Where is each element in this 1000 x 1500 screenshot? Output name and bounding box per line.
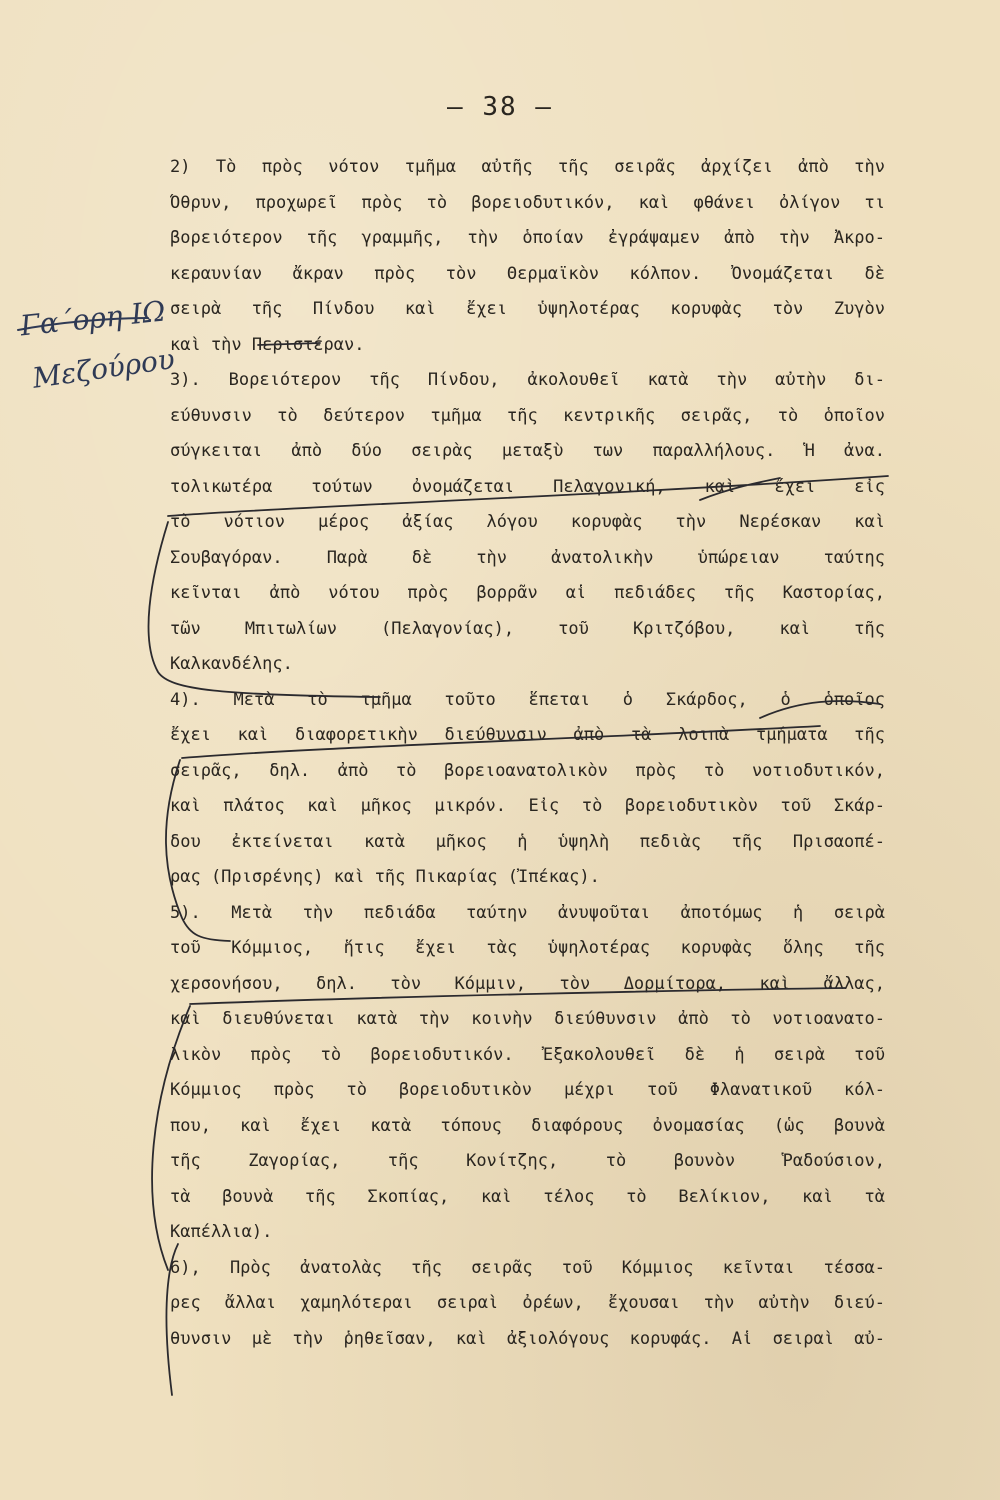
text-line: τολικωτέρα τούτων ὀνομάζεται Πελαγονική, καὶ ἔχει εἰς bbox=[170, 476, 885, 497]
text-line: καὶ διευθύνεται κατὰ τὴν κοινὴν διεύθυνσιν ἀπὸ τὸ νοτιοανατο- bbox=[170, 1009, 885, 1029]
text-line: ρας (Πρισρένης) καὶ τῆς Πικαρίας (Ἰπέκας). bbox=[170, 867, 600, 887]
text-line: 5). Μετὰ τὴν πεδιάδα ταύτην ἀνυψοῦται ἀποτόμως ἡ σειρὰ bbox=[170, 902, 885, 923]
text-line: Κόμμιος πρὸς τὸ βορειοδυτικὸν μέχρι τοῦ Φλανατικοῦ κόλ- bbox=[170, 1080, 885, 1100]
text-line: θυνσιν μὲ τὴν ῥηθεῖσαν, καὶ ἀξιολόγους κορυφάς. Αἱ σειραὶ αὐ- bbox=[170, 1328, 885, 1349]
text-line: Καπέλλια). bbox=[170, 1222, 273, 1242]
text-line: σύγκειται ἀπὸ δύο σειρὰς μεταξὺ των παραλλήλους. Ἡ ἀνα. bbox=[170, 441, 885, 461]
text-line: λικὸν πρὸς τὸ βορειοδυτικόν. Ἐξακολουθεῖ δὲ ἡ σειρὰ τοῦ bbox=[170, 1044, 885, 1065]
text-line: ἔχει καὶ διαφορετικὴν διεύθυνσιν ἀπὸ τὰ λοιπὰ τμήματα τῆς bbox=[170, 725, 885, 745]
text-line: τοῦ Κόμμιος, ἥτις ἔχει τὰς ὑψηλοτέρας κορυφὰς ὅλης τῆς bbox=[170, 938, 885, 958]
text-line: σειρᾶς, δηλ. ἀπὸ τὸ βορειοανατολικὸν πρὸς τὸ νοτιοδυτικόν, bbox=[170, 760, 885, 781]
text-line: βορειότερον τῆς γραμμῆς, τὴν ὁποίαν ἐγράψαμεν ἀπὸ τὴν Ἀκρο- bbox=[170, 228, 885, 248]
text-line: 3). Βορειότερον τῆς Πίνδου, ἀκολουθεῖ κατὰ τὴν αὐτὴν δι- bbox=[170, 370, 885, 390]
text-line: καὶ πλάτος καὶ μῆκος μικρόν. Εἰς τὸ βορειοδυτικὸν τοῦ Σκάρ- bbox=[170, 796, 885, 816]
text-line: τὰ βουνὰ τῆς Σκοπίας, καὶ τέλος τὸ Βελίκιον, καὶ τὰ bbox=[170, 1186, 885, 1207]
text-line: εύθυνσιν τὸ δεύτερον τμῆμα τῆς κεντρικῆς σειρᾶς, τὸ ὁποῖον bbox=[170, 405, 885, 426]
text-line: κεραυνίαν ἄκραν πρὸς τὸν Θερμαϊκὸν κόλπον. Ὀνομάζεται δὲ bbox=[170, 263, 885, 284]
text-line: Σουβαγόραν. Παρὰ δὲ τὴν ἀνατολικὴν ὑπώρειαν ταύτης bbox=[170, 547, 885, 568]
text-line: που, καὶ ἔχει κατὰ τόπους διαφόρους ὀνομασίας (ὡς βουνὰ bbox=[170, 1115, 885, 1136]
handwritten-margin-note: Μεζούρου bbox=[30, 342, 177, 395]
text-line: 6), Πρὸς ἀνατολὰς τῆς σειρᾶς τοῦ Κόμμιος κεῖνται τέσσα- bbox=[170, 1257, 885, 1278]
text-line: Καλκανδέλης. bbox=[170, 654, 293, 674]
page-number: — 38 — bbox=[447, 92, 553, 122]
text-line: τῶν Μπιτωλίων (Πελαγονίας), τοῦ Κριτζόβου, καὶ τῆς bbox=[170, 618, 885, 639]
body-text bbox=[170, 150, 885, 1357]
handwritten-margin-note: Γα΄ορη ΙΩ bbox=[18, 294, 167, 343]
text-line: δου ἐκτείνεται κατὰ μῆκος ἡ ὑψηλὴ πεδιὰς τῆς Πρισαοπέ- bbox=[170, 831, 885, 852]
text-line: τὸ νότιον μέρος ἀξίας λόγου κορυφὰς τὴν Νερέσκαν καὶ bbox=[170, 512, 885, 532]
text-line: ρες ἄλλαι χαμηλότεραι σειραὶ ὀρέων, ἔχουσαι τὴν αὐτὴν διεύ- bbox=[170, 1293, 885, 1313]
text-line: τῆς Ζαγορίας, τῆς Κονίτζης, τὸ βουνὸν Ῥαδούσιον, bbox=[170, 1151, 885, 1171]
text-line: καὶ τὴν Περιστέραν. bbox=[170, 334, 365, 355]
text-line: 2) Τὸ πρὸς νότον τμῆμα αὐτῆς τῆς σειρᾶς ἀρχίζει ἀπὸ τὴν bbox=[170, 157, 885, 177]
text-line: Ὄθρυν, προχωρεῖ πρὸς τὸ βορειοδυτικόν, καὶ φθάνει ὀλίγον τι bbox=[170, 192, 885, 213]
text-line: κεῖνται ἀπὸ νότου πρὸς βορρᾶν αἱ πεδιάδες τῆς Καστορίας, bbox=[170, 583, 885, 603]
text-line: 4). Μετὰ τὸ τμῆμα τοῦτο ἕπεται ὁ Σκάρδος, ὁ ὁποῖος bbox=[170, 689, 885, 710]
text-line: χερσονήσου, δηλ. τὸν Κόμμιν, τὸν Δορμίτορα, καὶ ἄλλας, bbox=[170, 973, 885, 994]
text-line: σειρὰ τῆς Πίνδου καὶ ἔχει ὑψηλοτέρας κορυφὰς τὸν Ζυγὸν bbox=[170, 299, 885, 319]
